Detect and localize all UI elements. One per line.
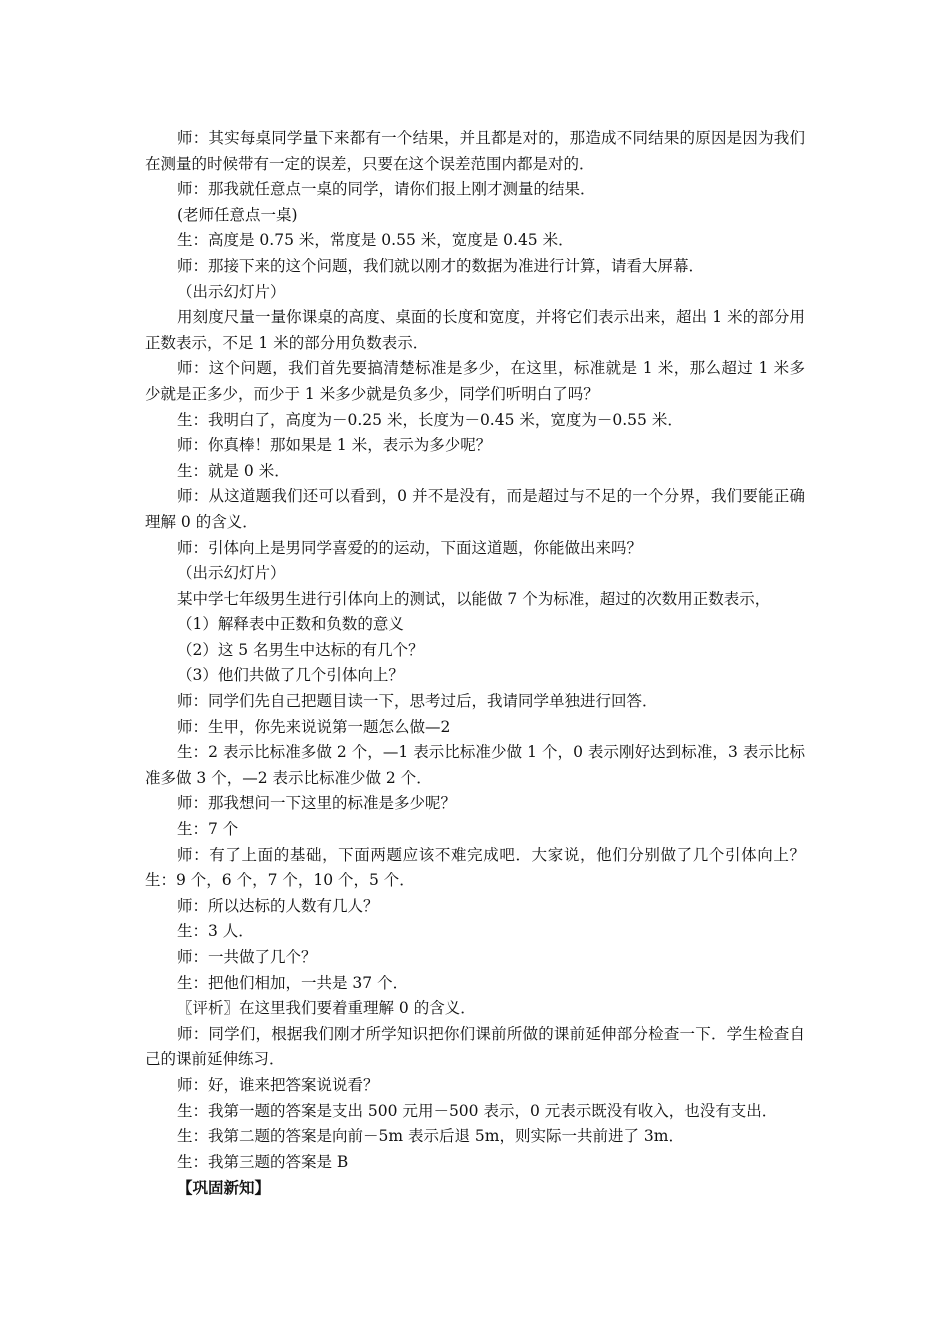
paragraph: 生：把他们相加，一共是 37 个． [177, 973, 409, 992]
paragraph: 〖评析〗在这里我们要着重理解 0 的含义． [177, 999, 476, 1018]
paragraph: 师：这个问题，我们首先要搞清楚标准是多少，在这里，标准就是 1 米，那么超过 1 米多少就是正多少，而少于 1 米多少就是负多少，同学们听明白了吗？ [145, 359, 805, 403]
paragraph: 师：从这道题我们还可以看到，0 并不是没有，而是超过与不足的一个分界，我们要能正确理解 0 的含义． [145, 487, 805, 531]
paragraph: 师：好，谁来把答案说说看？ [177, 1075, 379, 1094]
paragraph: （出示幻灯片） [177, 282, 286, 301]
paragraph: 生：3 人． [177, 922, 254, 941]
section-heading: 【巩固新知】 [177, 1178, 271, 1198]
paragraph: 生：就是 0 米． [177, 461, 290, 480]
document-body [145, 126, 805, 1201]
paragraph: 师：所以达标的人数有几人？ [177, 896, 379, 915]
paragraph: 师：一共做了几个？ [177, 948, 317, 966]
paragraph: 师：有了上面的基础，下面两题应该不难完成吧．大家说，他们分别做了几个引体向上？ 生：9 个，6 个，7 个，10 个，5 个． [145, 845, 805, 890]
paragraph: 师：引体向上是男同学喜爱的的运动，下面这道题，你能做出来吗？ [177, 538, 643, 557]
paragraph: 生：我第一题的答案是支出 500 元用－500 表示，0 元表示既没有收入，也没有支出． [177, 1101, 778, 1120]
paragraph: 师：那我想问一下这里的标准是多少呢？ [177, 794, 457, 813]
paragraph: （出示幻灯片） [177, 564, 286, 583]
paragraph: 某中学七年级男生进行引体向上的测试，以能做 7 个为标准，超过的次数用正数表示， [177, 589, 771, 608]
paragraph: 用刻度尺量一量你课桌的高度、桌面的长度和宽度，并将它们表示出来，超出 1 米的部分用正数表示，不足 1 米的部分用负数表示． [145, 308, 805, 352]
paragraph: （2）这 5 名男生中达标的有几个？ [177, 640, 424, 659]
paragraph: （3）他们共做了几个引体向上？ [177, 666, 404, 685]
paragraph: 师：其实每桌同学量下来都有一个结果，并且都是对的，那造成不同结果的原因是因为我们在测量的时候带有一定的误差，只要在这个误差范围内都是对的． [145, 129, 805, 173]
paragraph: 师：生甲，你先来说说第一题怎么做—2 [177, 717, 451, 736]
paragraph: 师：那我就任意点一桌的同学，请你们报上刚才测量的结果． [177, 180, 596, 199]
paragraph: 生：我明白了，高度为－0.25 米，长度为－0.45 米，宽度为－0.55 米． [177, 410, 683, 429]
paragraph: 生：高度是 0.75 米，常度是 0.55 米，宽度是 0.45 米． [177, 231, 574, 250]
paragraph: 师：同学们先自己把题目读一下，思考过后，我请同学单独进行回答． [177, 692, 658, 711]
paragraph: 师：那接下来的这个问题，我们就以刚才的数据为准进行计算，请看大屏幕． [177, 256, 705, 275]
paragraph: 生：7 个 [177, 820, 239, 839]
paragraph: （1）解释表中正数和负数的意义 [177, 615, 404, 634]
paragraph: 生：2 表示比标准多做 2 个，—1 表示比标准少做 1 个，0 表示刚好达到标准，3 表示比标准多做 3 个，—2 表示比标准少做 2 个． [145, 743, 805, 787]
paragraph: (老师任意点一桌) [177, 205, 298, 224]
paragraph: 师：你真棒！那如果是 1 米，表示为多少呢？ [177, 436, 492, 455]
paragraph: 生：我第二题的答案是向前－5m 表示后退 5m，则实际一共前进了 3m． [177, 1127, 684, 1146]
paragraph: 生：我第三题的答案是 B [177, 1152, 349, 1171]
paragraph: 师：同学们，根据我们刚才所学知识把你们课前所做的课前延伸部分检查一下．学生检查自己的课前延伸练习． [145, 1024, 805, 1069]
